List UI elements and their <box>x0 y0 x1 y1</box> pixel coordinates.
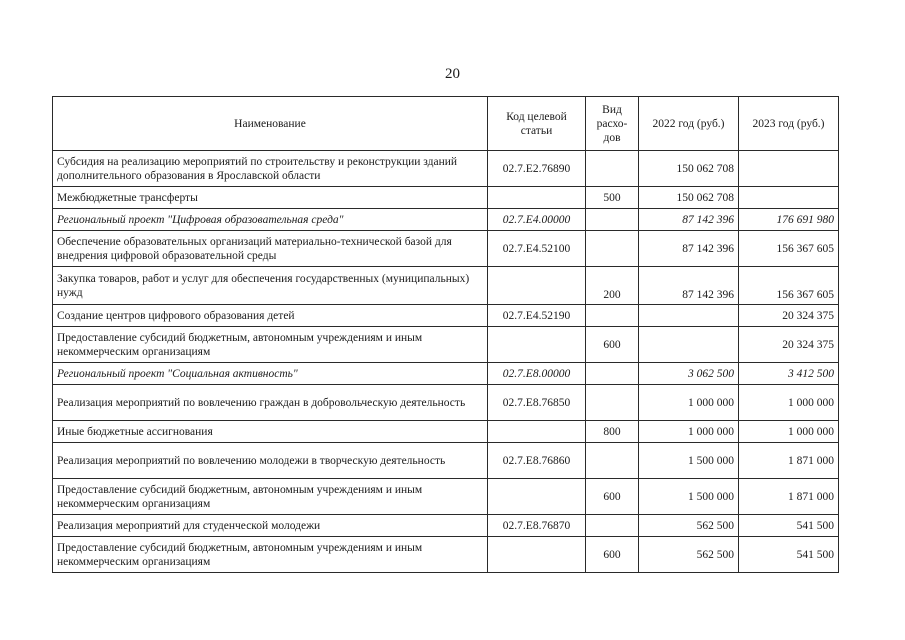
row-code <box>488 421 586 443</box>
row-amount-2023: 156 367 605 <box>739 231 839 267</box>
header-year-2023: 2023 год (руб.) <box>739 97 839 151</box>
row-amount-2023: 541 500 <box>739 537 839 573</box>
row-amount-2022: 1 000 000 <box>639 385 739 421</box>
row-code <box>488 267 586 305</box>
row-code: 02.7.E8.00000 <box>488 363 586 385</box>
row-code <box>488 479 586 515</box>
row-name: Реализация мероприятий по вовлечению молодежи в творческую деятельность <box>53 443 488 479</box>
row-code: 02.7.E8.76870 <box>488 515 586 537</box>
header-expense-type: Вид расхо-дов <box>586 97 639 151</box>
row-expense-type <box>586 443 639 479</box>
table-row <box>53 515 839 537</box>
row-expense-type <box>586 515 639 537</box>
row-code: 02.7.E4.52190 <box>488 305 586 327</box>
row-expense-type <box>586 385 639 421</box>
row-amount-2022: 150 062 708 <box>639 187 739 209</box>
row-name: Иные бюджетные ассигнования <box>53 421 488 443</box>
table-row <box>53 187 839 209</box>
row-code: 02.7.E2.76890 <box>488 151 586 187</box>
table-row <box>53 479 839 515</box>
row-name: Межбюджетные трансферты <box>53 187 488 209</box>
row-amount-2022: 1 000 000 <box>639 421 739 443</box>
row-code: 02.7.E8.76850 <box>488 385 586 421</box>
row-amount-2023: 176 691 980 <box>739 209 839 231</box>
row-name: Региональный проект "Цифровая образовательная среда" <box>53 209 488 231</box>
row-name: Предоставление субсидий бюджетным, автономным учреждениям и иным некоммерческим организациям <box>53 537 488 573</box>
table-row <box>53 363 839 385</box>
row-name: Реализация мероприятий по вовлечению граждан в добровольческую деятельность <box>53 385 488 421</box>
row-expense-type: 600 <box>586 327 639 363</box>
row-amount-2022: 1 500 000 <box>639 443 739 479</box>
table-row <box>53 151 839 187</box>
row-amount-2023: 20 324 375 <box>739 305 839 327</box>
table-row <box>53 443 839 479</box>
row-name: Обеспечение образовательных организаций материально-технической базой для внедрения цифровой образовательной среды <box>53 231 488 267</box>
row-expense-type: 600 <box>586 537 639 573</box>
row-amount-2023: 1 000 000 <box>739 385 839 421</box>
row-expense-type: 500 <box>586 187 639 209</box>
row-code <box>488 187 586 209</box>
row-code: 02.7.E4.52100 <box>488 231 586 267</box>
header-row <box>53 97 839 151</box>
row-code: 02.7.E8.76860 <box>488 443 586 479</box>
row-amount-2023 <box>739 151 839 187</box>
row-code <box>488 537 586 573</box>
row-amount-2022: 87 142 396 <box>639 267 739 305</box>
table-row <box>53 537 839 573</box>
row-amount-2022: 87 142 396 <box>639 231 739 267</box>
row-amount-2023: 541 500 <box>739 515 839 537</box>
row-amount-2023: 20 324 375 <box>739 327 839 363</box>
row-code <box>488 327 586 363</box>
row-code: 02.7.E4.00000 <box>488 209 586 231</box>
row-amount-2022 <box>639 327 739 363</box>
row-expense-type: 600 <box>586 479 639 515</box>
row-name: Субсидия на реализацию мероприятий по строительству и реконструкции зданий дополнительного образования в Ярославской области <box>53 151 488 187</box>
table-header <box>53 97 839 151</box>
row-amount-2023: 1 871 000 <box>739 443 839 479</box>
row-name: Реализация мероприятий для студенческой молодежи <box>53 515 488 537</box>
table-row <box>53 231 839 267</box>
row-name: Региональный проект "Социальная активность" <box>53 363 488 385</box>
table-row <box>53 421 839 443</box>
budget-table <box>52 96 839 573</box>
row-expense-type <box>586 305 639 327</box>
row-amount-2022 <box>639 305 739 327</box>
row-expense-type: 200 <box>586 267 639 305</box>
row-amount-2022: 562 500 <box>639 537 739 573</box>
table-row <box>53 327 839 363</box>
row-amount-2023: 3 412 500 <box>739 363 839 385</box>
row-expense-type <box>586 363 639 385</box>
row-amount-2022: 1 500 000 <box>639 479 739 515</box>
page-number: 20 <box>445 66 460 82</box>
row-amount-2022: 562 500 <box>639 515 739 537</box>
row-amount-2022: 3 062 500 <box>639 363 739 385</box>
header-name: Наименование <box>53 97 488 151</box>
row-amount-2023: 156 367 605 <box>739 267 839 305</box>
row-expense-type <box>586 151 639 187</box>
row-expense-type <box>586 209 639 231</box>
table-row <box>53 267 839 305</box>
row-name: Предоставление субсидий бюджетным, автономным учреждениям и иным некоммерческим организациям <box>53 327 488 363</box>
header-code: Код целевой статьи <box>488 97 586 151</box>
table-row <box>53 385 839 421</box>
row-name: Закупка товаров, работ и услуг для обеспечения государственных (муниципальных) нужд <box>53 267 488 305</box>
row-name: Создание центров цифрового образования детей <box>53 305 488 327</box>
table-row <box>53 305 839 327</box>
row-expense-type <box>586 231 639 267</box>
row-expense-type: 800 <box>586 421 639 443</box>
row-amount-2023: 1 000 000 <box>739 421 839 443</box>
row-amount-2022: 150 062 708 <box>639 151 739 187</box>
table-row <box>53 209 839 231</box>
header-year-2022: 2022 год (руб.) <box>639 97 739 151</box>
row-amount-2023 <box>739 187 839 209</box>
row-name: Предоставление субсидий бюджетным, автономным учреждениям и иным некоммерческим организациям <box>53 479 488 515</box>
row-amount-2023: 1 871 000 <box>739 479 839 515</box>
table-body <box>53 151 839 573</box>
row-amount-2022: 87 142 396 <box>639 209 739 231</box>
